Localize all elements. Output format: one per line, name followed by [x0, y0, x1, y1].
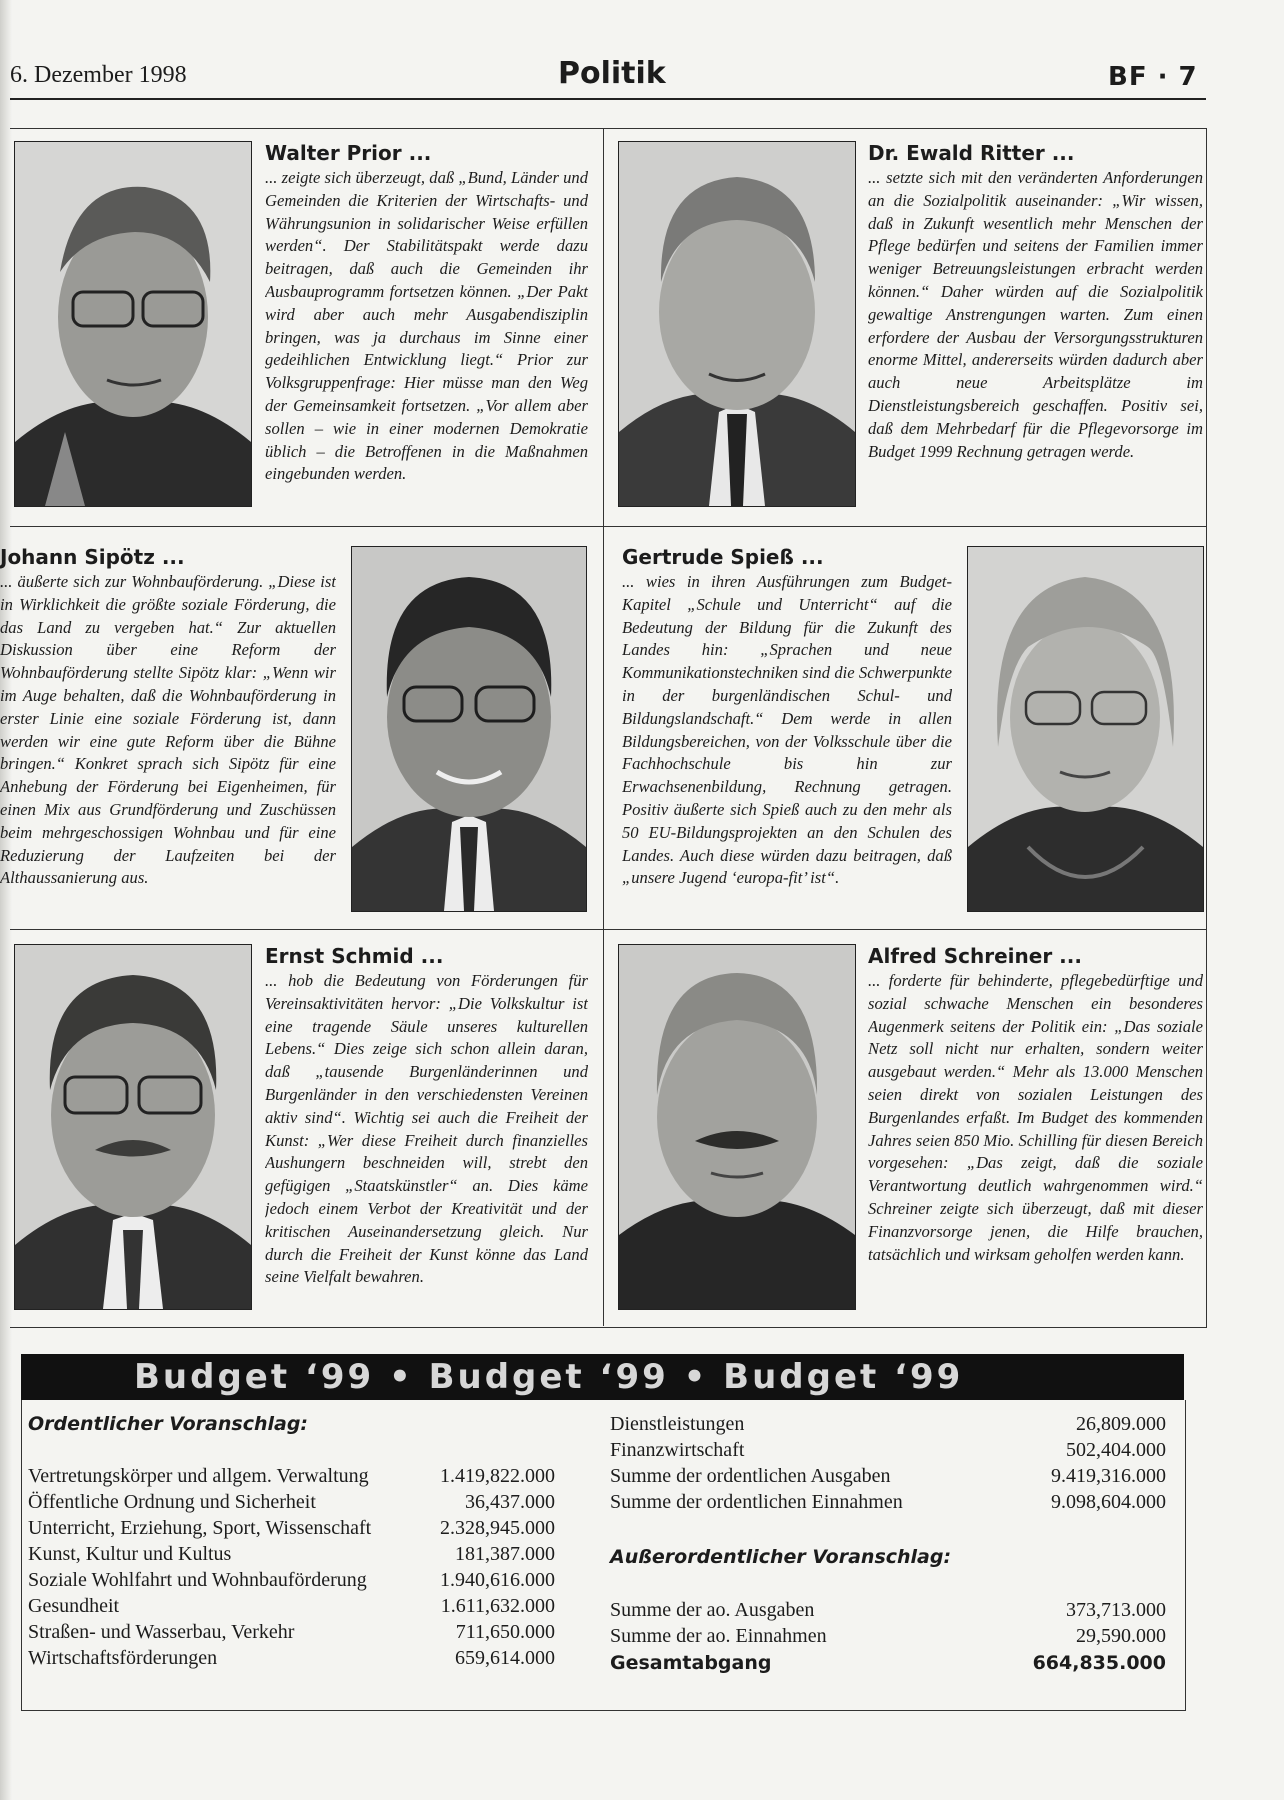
ausserordentlich-heading: Außerordentlicher Voranschlag:	[610, 1546, 952, 1568]
budget-row-label: Summe der ao. Ausgaben	[610, 1599, 815, 1621]
budget-row-value: 9.098,604.000	[1051, 1491, 1166, 1513]
budget-row-label: Summe der ordentlichen Einnahmen	[610, 1491, 903, 1513]
budget-row-label: Summe der ordentlichen Ausgaben	[610, 1465, 891, 1487]
budget-row-label: Soziale Wohlfahrt und Wohnbauförderung	[28, 1569, 367, 1591]
article-text: ... zeigte sich überzeugt, daß „Bund, Länder und Gemeinden die Kriterien der Wirtschafts- und Währungsunion in solidarischer Weise erfüllen werden“. Der Stabilitätspakt werde dazu beitragen, daß auch die Gemeinden ihr Ausbauprogramm fortsetzen können. „Der Pakt wird aber auch mehr Ausgabendisziplin bringen, was ja durchaus im Sinne einer gedeihlichen Entwicklung liegt.“ Prior zur Volksgruppenfrage: Hier müsse man den Weg der Gemeinsamkeit fortsetzen. „Vor allem aber sollen – wie in einer modernen Demokratie üblich – die Betroffenen in die Maßnahmen eingebunden werden.	[265, 168, 588, 484]
budget-row-value: 1.611,632.000	[440, 1595, 555, 1617]
budget-row-value: 29,590.000	[1076, 1625, 1166, 1647]
budget-row-label: Öffentliche Ordnung und Sicherheit	[28, 1491, 316, 1513]
ordentlich-heading: Ordentlicher Voranschlag:	[28, 1413, 309, 1435]
budget-row-label: Kunst, Kultur und Kultus	[28, 1543, 232, 1565]
budget-row-value: 181,387.000	[455, 1543, 555, 1565]
budget-banner-text: Budget ‘99 • Budget ‘99 • Budget ‘99	[134, 1357, 964, 1397]
row-divider-1	[10, 526, 1206, 527]
budget-row-label: Dienstleistungen	[610, 1413, 745, 1435]
budget-row-label: Gesundheit	[28, 1595, 120, 1617]
article-text: ... hob die Bedeutung von Förderungen für Vereinsaktivitäten hervor: „Die Volkskultur ist eine tragende Säule unseres kulturellen Lebens.“ Dies zeige sich schon allein daran, daß „tausende Burgenländerinnen und Burgenländer in den verschiedensten Vereinen aktiv sind“. Wichtig sei auch die Freiheit der Kunst: „Wer diese Freiheit durch finanzielles Aushungern beschneiden will, strebt den gefügigen „Staatskünstler“ an. Dies käme jedoch einem Verbot der Kreativität und der kritischen Auseinandersetzung gleich. Nur durch die Freiheit der Kunst könne das Land seine Vielfalt bewahren.	[265, 971, 588, 1287]
budget-row-value: 711,650.000	[455, 1621, 555, 1643]
photo-johann-sipoetz	[351, 546, 587, 912]
budget-row-value: 502,404.000	[1066, 1439, 1166, 1461]
article-name: Walter Prior ...	[265, 141, 432, 165]
budget-row-label: Straßen- und Wasserbau, Verkehr	[28, 1621, 295, 1643]
photo-ernst-schmid	[14, 944, 252, 1310]
photo-walter-prior	[14, 141, 252, 507]
budget-row-value: 659,614.000	[455, 1647, 555, 1669]
budget-row-value: 373,713.000	[1066, 1599, 1166, 1621]
photo-gertrude-spiess	[967, 546, 1204, 912]
budget-row-value: 2.328,945.000	[440, 1517, 555, 1539]
budget-row-value: 9.419,316.000	[1051, 1465, 1166, 1487]
budget-row-value: 26,809.000	[1076, 1413, 1166, 1435]
budget-total-value: 664,835.000	[1032, 1652, 1166, 1674]
article-name: Alfred Schreiner ...	[868, 944, 1082, 968]
article-ewald-ritter	[868, 140, 1203, 516]
header-page-number: BF · 7	[1108, 62, 1198, 92]
article-walter-prior	[265, 140, 588, 516]
budget-total-label: Gesamtabgang	[610, 1652, 772, 1674]
article-ernst-schmid	[265, 943, 588, 1321]
article-text: ... wies in ihren Ausführungen zum Budget-Kapitel „Schule und Unterricht“ auf die Bedeutung der Bildung für die Zukunft des Landes hin: „Sprachen und neue Kommunikationstechniken sind die Schwerpunkte in der burgenländischen Schul- und Bildungslandschaft.“ Dem werde in allen Bildungsbereichen, von der Volksschule über die Fachhochschule bis hin zur Erwachsenenbildung, Rechnung getragen. Positiv äußerte sich Spieß auch zu den mehr als 50 EU-Bildungsprojekten an den Schulen des Landes. Auch diese würden dazu beitragen, daß „unsere Jugend ‘europa-fit’ ist“.	[622, 572, 952, 888]
header-rule	[10, 98, 1206, 100]
budget-row-label: Unterricht, Erziehung, Sport, Wissenschaft	[28, 1517, 372, 1539]
article-name: Gertrude Spieß ...	[622, 545, 824, 569]
article-name: Ernst Schmid ...	[265, 944, 444, 968]
header-section-title: Politik	[558, 56, 666, 91]
budget-row-label: Wirtschaftsförderungen	[28, 1647, 218, 1669]
article-name: Dr. Ewald Ritter ...	[868, 141, 1075, 165]
article-name: Johann Sipötz ...	[0, 545, 185, 569]
row-divider-2	[10, 929, 1206, 930]
budget-row-value: 1.419,822.000	[440, 1465, 555, 1487]
photo-alfred-schreiner	[618, 944, 856, 1310]
budget-row-label: Vertretungskörper und allgem. Verwaltung	[28, 1465, 369, 1487]
article-gertrude-spiess	[622, 544, 952, 924]
header-date: 6. Dezember 1998	[10, 62, 187, 88]
article-text: ... äußerte sich zur Wohnbauförderung. „Diese ist in Wirklichkeit die größte soziale Förderung, die das Land zu vergeben hat.“ Zur aktuellen Diskussion über eine Reform der Wohnbauförderung stellte Sipötz klar: „Wenn wir im Auge behalten, daß die Wohnbauförderung in erster Linie eine soziale Förderung ist, dann werden wir eine gute Reform über die Bühne bringen.“ Konkret sprach sich Sipötz für eine Anhebung der Förderung bei Eigenheimen, für einen Mix aus Grundförderung und Zuschüssen beim mehrgeschossigen Wohnbau und für eine Reduzierung der Laufzeiten bei der Althaussanierung aus.	[0, 572, 336, 888]
budget-row-label: Summe der ao. Einnahmen	[610, 1625, 827, 1647]
budget-row-value: 1.940,616.000	[440, 1569, 555, 1591]
article-johann-sipoetz	[0, 544, 336, 924]
budget-banner	[21, 1354, 1184, 1400]
photo-ewald-ritter	[618, 141, 856, 507]
article-alfred-schreiner	[868, 943, 1203, 1321]
budget-row-value: 36,437.000	[465, 1491, 555, 1513]
article-text: ... setzte sich mit den veränderten Anforderungen an die Sozialpolitik auseinander: „Wir wissen, daß in Zukunft wesentlich mehr Menschen der Pflege bedürfen und seitens der Familien immer weniger Betreuungsleistungen erbracht werden können.“ Daher würden auf die Sozialpolitik gewaltige Anstrengungen warten. Zum einen erfordere der Ausbau der Versorgungsstrukturen enorme Mittel, andererseits würden dadurch aber auch neue Arbeitsplätze im Dienstleistungsbereich geschaffen. Positiv sei, daß dem Mehrbedarf für die Pflegevorsorge im Budget 1999 Rechnung getragen werde.	[868, 168, 1203, 461]
budget-row-label: Finanzwirtschaft	[610, 1439, 745, 1461]
column-divider	[603, 128, 604, 1326]
article-text: ... forderte für behinderte, pflegebedürftige und sozial schwache Menschen ein besonderes Augenmerk seitens der Politik ein: „Das soziale Netz soll nicht nur erhalten, sondern weiter ausgebaut werden.“ Mehr als 13.000 Menschen seien direkt von sozialen Leistungen des Burgenlandes erfaßt. Im Budget des kommenden Jahres seien 850 Mio. Schilling für diesen Bereich vorgesehen: „Das zeigt, daß die soziale Verantwortung deutlich wahrgenommen wird.“ Schreiner zeigte sich überzeugt, daß mit dieser Finanzvorsorge jenen, die Hilfe brauchen, tatsächlich und wirksam geholfen werden kann.	[868, 971, 1203, 1264]
